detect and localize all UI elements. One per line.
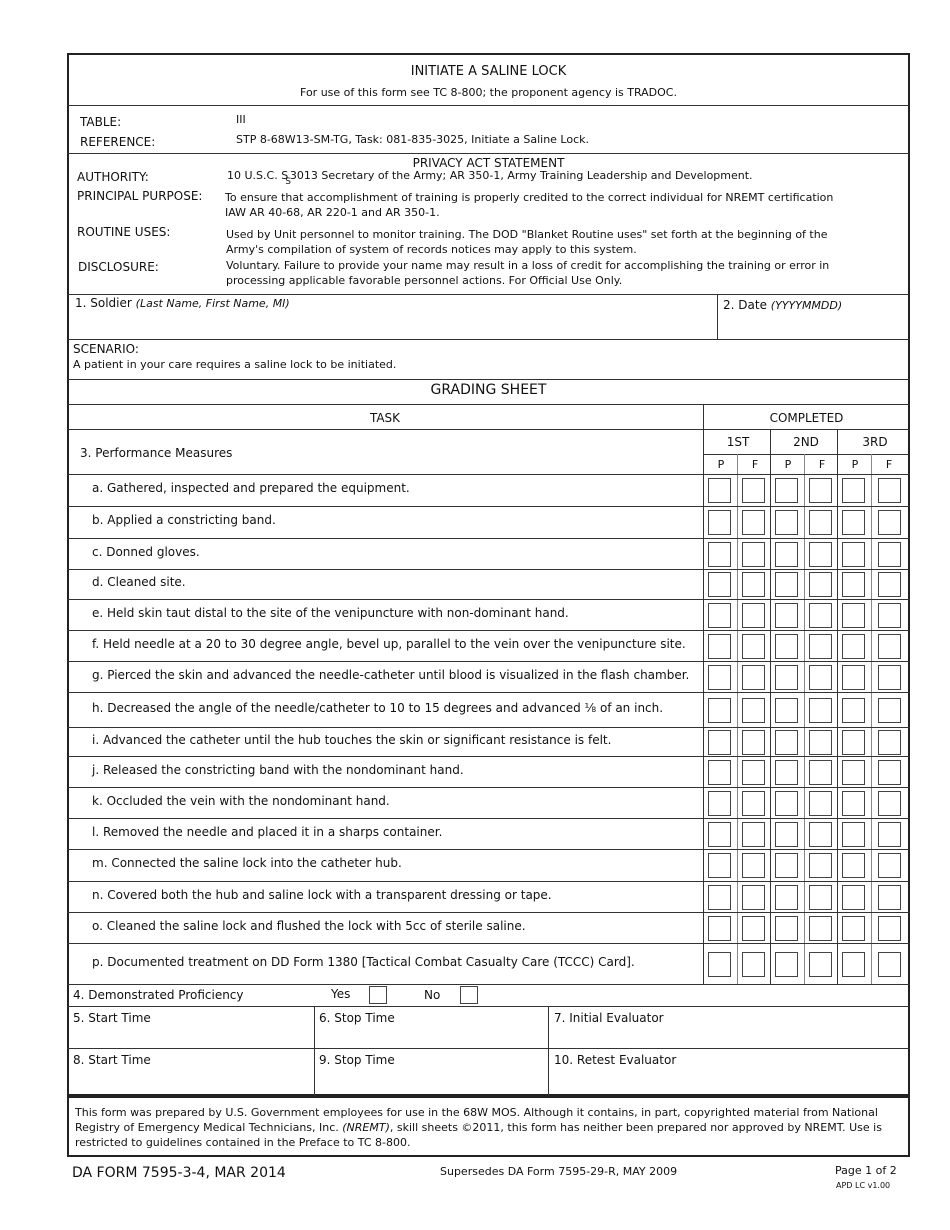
pass-checkbox[interactable]: [842, 510, 865, 535]
divider: [804, 454, 805, 984]
pass-checkbox[interactable]: [708, 665, 731, 690]
divider: [737, 454, 738, 984]
authority-label: AUTHORITY:: [77, 170, 149, 184]
performance-measure-text: o. Cleaned the saline lock and flushed the lock with 5cc of sterile saline.: [92, 918, 526, 933]
initial-evaluator-field[interactable]: 7. Initial Evaluator: [554, 1011, 664, 1025]
pass-checkbox[interactable]: [708, 572, 731, 597]
pass-checkbox[interactable]: [842, 822, 865, 847]
divider: [67, 943, 910, 944]
pass-checkbox[interactable]: [842, 698, 865, 723]
pass-checkbox[interactable]: [775, 603, 798, 628]
performance-measure-text: m. Connected the saline lock into the catheter hub.: [92, 856, 402, 870]
fail-checkbox[interactable]: [878, 542, 901, 567]
pass-checkbox[interactable]: [842, 791, 865, 816]
divider: [67, 984, 910, 985]
fail-checkbox[interactable]: [878, 822, 901, 847]
fail-checkbox[interactable]: [809, 822, 832, 847]
stop-time-2-field[interactable]: 9. Stop Time: [319, 1053, 395, 1067]
fail-checkbox[interactable]: [742, 572, 765, 597]
pass-checkbox[interactable]: [842, 634, 865, 659]
performance-measure-text: d. Cleaned site.: [92, 575, 186, 589]
performance-measure-text: e. Held skin taut distal to the site of the venipuncture with non-dominant hand.: [92, 605, 569, 620]
fail-checkbox[interactable]: [809, 478, 832, 503]
purpose-label: PRINCIPAL PURPOSE:: [77, 189, 203, 203]
proficiency-no-label: No: [424, 988, 441, 1002]
start-time-2-field[interactable]: 8. Start Time: [73, 1053, 151, 1067]
purpose-line1: To ensure that accomplishment of training is properly credited to the correct individual for NREMT certification: [225, 191, 834, 204]
fail-checkbox[interactable]: [742, 760, 765, 785]
attempt-1st: 1ST: [726, 435, 750, 449]
scenario-text: A patient in your care requires a saline lock to be initiated.: [73, 358, 397, 371]
divider: [67, 339, 910, 340]
pf-label: F: [885, 458, 893, 471]
privacy-heading: PRIVACY ACT STATEMENT: [412, 156, 565, 170]
performance-measure-text: g. Pierced the skin and advanced the needle-catheter until blood is visualized in the flash chamber.: [92, 667, 690, 682]
fail-checkbox[interactable]: [742, 698, 765, 723]
divider: [67, 756, 910, 757]
pass-checkbox[interactable]: [708, 916, 731, 941]
fail-checkbox[interactable]: [742, 542, 765, 567]
pass-checkbox[interactable]: [708, 542, 731, 567]
pass-checkbox[interactable]: [842, 952, 865, 977]
fail-checkbox[interactable]: [809, 698, 832, 723]
fail-checkbox[interactable]: [878, 478, 901, 503]
divider: [67, 912, 910, 913]
pass-checkbox[interactable]: [775, 542, 798, 567]
proficiency-yes-checkbox[interactable]: [369, 986, 387, 1004]
performance-measure-text: b. Applied a constricting band.: [92, 513, 276, 527]
notice-line2: Registry of Emergency Medical Technicians, Inc. (NREMT), skill sheets ©2011, this form has neither been prepared nor approved by NREMT. Use is: [75, 1121, 882, 1134]
divider: [67, 429, 910, 430]
fail-checkbox[interactable]: [809, 634, 832, 659]
version-label: APD LC v1.00: [836, 1181, 891, 1190]
task-header: TASK: [369, 411, 401, 425]
pass-checkbox[interactable]: [708, 791, 731, 816]
disclosure-line2: processing applicable favorable personnel actions. For Official Use Only.: [226, 274, 623, 287]
divider: [871, 454, 872, 984]
fail-checkbox[interactable]: [878, 698, 901, 723]
divider: [67, 818, 910, 819]
divider: [67, 538, 910, 539]
divider: [67, 1048, 910, 1049]
pass-checkbox[interactable]: [775, 634, 798, 659]
divider: [67, 630, 910, 631]
notice-line3: restricted to guidelines contained in the Preface to TC 8-800.: [75, 1136, 411, 1149]
pass-checkbox[interactable]: [775, 791, 798, 816]
scenario-label: SCENARIO:: [73, 342, 139, 356]
proficiency-yes-label: Yes: [331, 987, 351, 1001]
proficiency-label: 4. Demonstrated Proficiency: [73, 988, 244, 1002]
fail-checkbox[interactable]: [878, 760, 901, 785]
divider: [67, 692, 910, 693]
fail-checkbox[interactable]: [809, 572, 832, 597]
grading-heading: GRADING SHEET: [430, 382, 547, 398]
divider: [67, 404, 910, 405]
pass-checkbox[interactable]: [842, 730, 865, 755]
fail-checkbox[interactable]: [742, 634, 765, 659]
routine-line2: Army's compilation of system of records notices may apply to this system.: [226, 243, 637, 256]
pass-checkbox[interactable]: [775, 760, 798, 785]
pass-checkbox[interactable]: [842, 542, 865, 567]
form-id: DA FORM 7595-3-4, MAR 2014: [72, 1165, 286, 1181]
pass-checkbox[interactable]: [775, 916, 798, 941]
pf-label: P: [717, 458, 725, 471]
divider: [67, 294, 910, 295]
pass-checkbox[interactable]: [708, 478, 731, 503]
fail-checkbox[interactable]: [742, 730, 765, 755]
fail-checkbox[interactable]: [809, 603, 832, 628]
pass-checkbox[interactable]: [708, 853, 731, 878]
fail-checkbox[interactable]: [878, 791, 901, 816]
divider: [67, 153, 910, 154]
performance-measure-text: i. Advanced the catheter until the hub touches the skin or significant resistance is felt.: [92, 732, 612, 747]
fail-checkbox[interactable]: [878, 853, 901, 878]
fail-checkbox[interactable]: [742, 791, 765, 816]
performance-measure-text: a. Gathered, inspected and prepared the equipment.: [92, 481, 410, 495]
stop-time-1-field[interactable]: 6. Stop Time: [319, 1011, 395, 1025]
pf-label: F: [818, 458, 826, 471]
fail-checkbox[interactable]: [742, 510, 765, 535]
routine-label: ROUTINE USES:: [77, 225, 171, 239]
divider: [67, 881, 910, 882]
fail-checkbox[interactable]: [878, 952, 901, 977]
fail-checkbox[interactable]: [878, 603, 901, 628]
pass-checkbox[interactable]: [708, 698, 731, 723]
disclosure-label: DISCLOSURE:: [78, 260, 159, 274]
table-label: TABLE:: [80, 115, 122, 129]
supersedes-note: Supersedes DA Form 7595-29-R, MAY 2009: [440, 1165, 678, 1178]
divider: [67, 727, 910, 728]
divider: [548, 1006, 549, 1096]
performance-measure-text: c. Donned gloves.: [92, 544, 200, 559]
pass-checkbox[interactable]: [842, 478, 865, 503]
fail-checkbox[interactable]: [809, 952, 832, 977]
pass-checkbox[interactable]: [775, 853, 798, 878]
pass-checkbox[interactable]: [708, 885, 731, 910]
fail-checkbox[interactable]: [742, 853, 765, 878]
reference-label: REFERENCE:: [80, 135, 156, 149]
performance-measure-text: h. Decreased the angle of the needle/catheter to 10 to 15 degrees and advanced ⅛ of an inch.: [92, 700, 664, 715]
purpose-line2: IAW AR 40-68, AR 220-1 and AR 350-1.: [225, 206, 440, 219]
divider: [314, 1006, 315, 1096]
pass-checkbox[interactable]: [842, 885, 865, 910]
pass-checkbox[interactable]: [842, 603, 865, 628]
pass-checkbox[interactable]: [775, 478, 798, 503]
divider: [703, 454, 910, 455]
authority-text: 10 U.S.C. $S_S3013$ Secretary of the Army; AR 350-1, Army Training Leadership and Development.: [227, 169, 753, 187]
divider: [67, 379, 910, 380]
performance-measure-text: p. Documented treatment on DD Form 1380 [Tactical Combat Casualty Care (TCCC) Card].: [92, 954, 635, 969]
pass-checkbox[interactable]: [708, 952, 731, 977]
performance-measure-text: j. Released the constricting band with the nondominant hand.: [92, 762, 464, 777]
fail-checkbox[interactable]: [878, 510, 901, 535]
divider: [67, 569, 910, 570]
performance-measure-text: k. Occluded the vein with the nondominant hand.: [92, 793, 390, 808]
pass-checkbox[interactable]: [775, 510, 798, 535]
fail-checkbox[interactable]: [809, 791, 832, 816]
retest-evaluator-field[interactable]: 10. Retest Evaluator: [554, 1053, 677, 1067]
fail-checkbox[interactable]: [809, 853, 832, 878]
start-time-1-field[interactable]: 5. Start Time: [73, 1011, 151, 1025]
divider: [67, 849, 910, 850]
divider: [770, 429, 771, 984]
fail-checkbox[interactable]: [742, 665, 765, 690]
pass-checkbox[interactable]: [708, 822, 731, 847]
fail-checkbox[interactable]: [809, 885, 832, 910]
pass-checkbox[interactable]: [775, 572, 798, 597]
pass-checkbox[interactable]: [708, 760, 731, 785]
fail-checkbox[interactable]: [809, 665, 832, 690]
fail-checkbox[interactable]: [742, 822, 765, 847]
routine-line1: Used by Unit personnel to monitor training. The DOD "Blanket Routine uses" set forth at the beginning of the: [226, 228, 828, 241]
pf-label: F: [751, 458, 759, 471]
fail-checkbox[interactable]: [809, 542, 832, 567]
table-value: III: [236, 113, 246, 126]
fail-checkbox[interactable]: [809, 730, 832, 755]
pass-checkbox[interactable]: [775, 665, 798, 690]
divider: [67, 599, 910, 600]
notice-line1: This form was prepared by U.S. Government employees for use in the 68W MOS. Although it contains, in part, copyrighted material from National: [75, 1106, 878, 1119]
fail-checkbox[interactable]: [878, 634, 901, 659]
pf-label: P: [851, 458, 859, 471]
reference-value: STP 8-68W13-SM-TG, Task: 081-835-3025, Initiate a Saline Lock.: [236, 133, 590, 146]
fail-checkbox[interactable]: [742, 603, 765, 628]
fail-checkbox[interactable]: [878, 572, 901, 597]
fail-checkbox[interactable]: [809, 760, 832, 785]
divider: [67, 661, 910, 662]
pass-checkbox[interactable]: [775, 730, 798, 755]
divider: [717, 294, 718, 339]
pass-checkbox[interactable]: [775, 698, 798, 723]
proficiency-no-checkbox[interactable]: [460, 986, 478, 1004]
fail-checkbox[interactable]: [878, 665, 901, 690]
page-number: Page 1 of 2: [835, 1164, 897, 1177]
fail-checkbox[interactable]: [878, 730, 901, 755]
pass-checkbox[interactable]: [775, 952, 798, 977]
divider: [67, 787, 910, 788]
fail-checkbox[interactable]: [878, 916, 901, 941]
pass-checkbox[interactable]: [842, 665, 865, 690]
performance-measure-text: f. Held needle at a 20 to 30 degree angle, bevel up, parallel to the vein over the venipuncture site.: [92, 636, 686, 651]
measures-label: 3. Performance Measures: [80, 446, 233, 460]
form-title: INITIATE A SALINE LOCK: [410, 64, 567, 79]
date-field[interactable]: 2. Date (YYYYMMDD): [723, 298, 843, 312]
fail-checkbox[interactable]: [742, 478, 765, 503]
attempt-2nd: 2ND: [793, 435, 819, 449]
pass-checkbox[interactable]: [708, 510, 731, 535]
divider: [67, 1006, 910, 1007]
pass-checkbox[interactable]: [775, 822, 798, 847]
performance-measure-text: n. Covered both the hub and saline lock with a transparent dressing or tape.: [92, 887, 552, 902]
pass-checkbox[interactable]: [842, 760, 865, 785]
fail-checkbox[interactable]: [742, 952, 765, 977]
attempt-3rd: 3RD: [862, 435, 888, 449]
pass-checkbox[interactable]: [842, 853, 865, 878]
pass-checkbox[interactable]: [842, 572, 865, 597]
form-subtitle: For use of this form see TC 8-800; the proponent agency is TRADOC.: [300, 86, 677, 99]
performance-measure-text: l. Removed the needle and placed it in a sharps container.: [92, 824, 443, 839]
fail-checkbox[interactable]: [878, 885, 901, 910]
disclosure-line1: Voluntary. Failure to provide your name may result in a loss of credit for accomplishing the training or error in: [226, 259, 830, 272]
completed-header: COMPLETED: [769, 411, 844, 425]
pass-checkbox[interactable]: [708, 730, 731, 755]
fail-checkbox[interactable]: [742, 885, 765, 910]
pass-checkbox[interactable]: [708, 634, 731, 659]
pass-checkbox[interactable]: [775, 885, 798, 910]
divider: [703, 404, 704, 984]
fail-checkbox[interactable]: [809, 510, 832, 535]
divider: [67, 474, 910, 475]
pf-label: P: [784, 458, 792, 471]
pass-checkbox[interactable]: [842, 916, 865, 941]
pass-checkbox[interactable]: [708, 603, 731, 628]
soldier-field[interactable]: 1. Soldier (Last Name, First Name, MI): [75, 296, 290, 310]
fail-checkbox[interactable]: [809, 916, 832, 941]
fail-checkbox[interactable]: [742, 916, 765, 941]
divider: [67, 105, 910, 106]
divider: [67, 506, 910, 507]
divider: [837, 429, 838, 984]
